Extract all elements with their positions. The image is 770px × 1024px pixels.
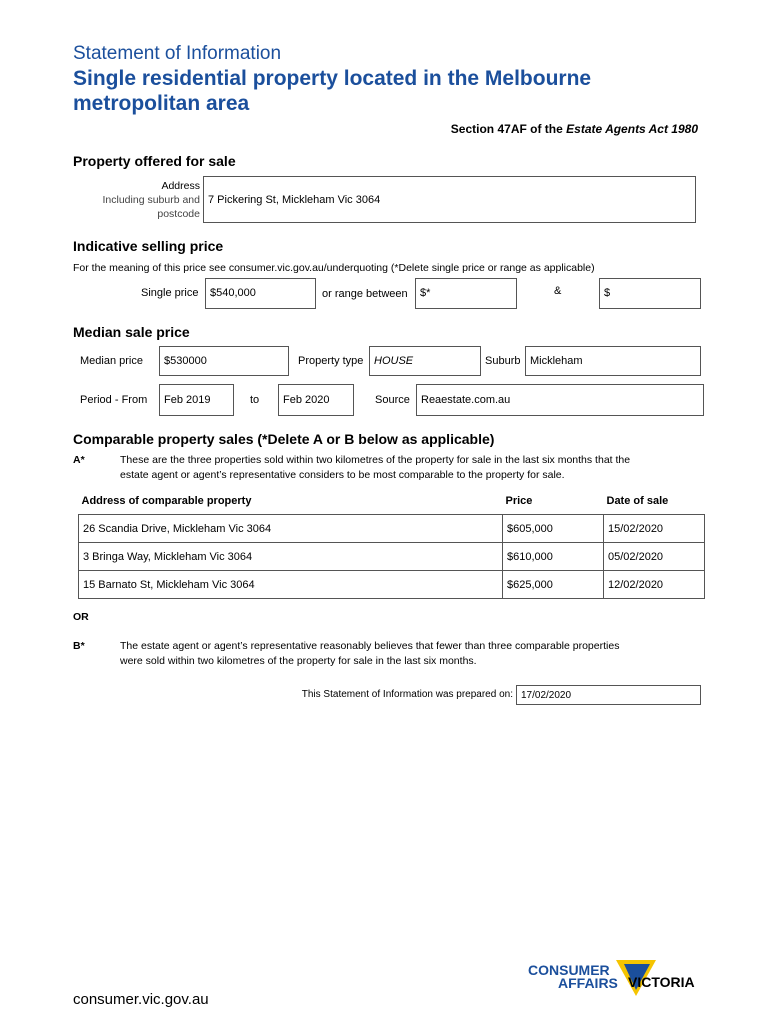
col-price-header: Price — [505, 495, 533, 507]
median-price-field[interactable] — [159, 346, 289, 376]
range-to-field[interactable] — [599, 278, 701, 309]
period-from-value: Feb 2019 — [164, 394, 211, 406]
col-date-header: Date of sale — [606, 495, 669, 507]
median-price-value: $530000 — [164, 355, 207, 367]
indicative-price-note: For the meaning of this price see consumer.vic.gov.au/underquoting (*Delete single price or range as applicable) — [73, 262, 595, 274]
period-from-label: Period - From — [80, 394, 148, 406]
period-to-value: Feb 2020 — [283, 394, 330, 406]
option-b-text — [120, 639, 619, 669]
option-b-line1: The estate agent or agent’s representative reasonably believes that fewer than three comparable properties — [120, 640, 620, 652]
address-label — [60, 179, 200, 221]
or-label: OR — [73, 611, 89, 623]
property-type-label: Property type — [298, 355, 364, 367]
indicative-price-heading: Indicative selling price — [73, 238, 224, 254]
comparable-price-2[interactable]: $610,000 — [503, 543, 604, 571]
single-price-field[interactable] — [205, 278, 316, 309]
page-title: Single residential property located in the Melbourne metropolitan area — [73, 67, 592, 115]
option-a-line2: estate agent or agent’s representative considers to be most comparable to the property for sale. — [120, 469, 565, 481]
comparable-table — [78, 492, 705, 599]
source-value: Reaestate.com.au — [421, 394, 511, 406]
table-header-row — [79, 492, 705, 515]
range-to-value: $ — [604, 287, 611, 299]
address-label-line2: Including suburb and — [102, 194, 200, 206]
prepared-on-label: This Statement of Information was prepared on: — [301, 689, 513, 700]
property-type-field[interactable] — [369, 346, 481, 376]
option-a-line1: These are the three properties sold within two kilometres of the property for sale in the last six months that the — [120, 454, 631, 466]
table-row — [79, 543, 705, 571]
address-label-line3: postcode — [157, 208, 200, 220]
comparable-date-3[interactable]: 12/02/2020 — [604, 571, 705, 599]
period-to-field[interactable] — [278, 384, 354, 416]
source-field[interactable] — [416, 384, 704, 416]
comparable-address-3[interactable]: 15 Barnato St, Mickleham Vic 3064 — [79, 571, 503, 599]
option-a-text — [120, 453, 630, 483]
document-type: Statement of Information — [73, 43, 282, 64]
suburb-value: Mickleham — [530, 355, 583, 367]
comparable-address-2[interactable]: 3 Bringa Way, Mickleham Vic 3064 — [79, 543, 503, 571]
range-ampersand: & — [554, 285, 562, 297]
address-label-line1: Address — [161, 180, 200, 192]
option-a-marker: A* — [73, 454, 85, 466]
property-type-value: HOUSE — [374, 355, 414, 367]
range-label: or range between — [322, 288, 408, 300]
median-price-label: Median price — [80, 355, 143, 367]
option-b-marker: B* — [73, 640, 85, 652]
source-label: Source — [375, 394, 410, 406]
logo-line-victoria: VICTORIA — [628, 974, 695, 990]
comparable-date-1[interactable]: 15/02/2020 — [604, 515, 705, 543]
table-row — [79, 571, 705, 599]
period-from-field[interactable] — [159, 384, 234, 416]
address-value: 7 Pickering St, Mickleham Vic 3064 — [208, 194, 381, 206]
range-from-value: $* — [420, 287, 431, 299]
section-prefix: Section 47AF of the — [450, 122, 567, 136]
footer-website[interactable]: consumer.vic.gov.au — [73, 991, 209, 1008]
col-address-header: Address of comparable property — [81, 495, 252, 507]
median-heading: Median sale price — [73, 324, 190, 340]
period-to-label: to — [250, 394, 260, 406]
logo-line-consumer: CONSUMER — [528, 962, 610, 978]
prepared-date-field[interactable] — [516, 685, 701, 705]
comparable-date-2[interactable]: 05/02/2020 — [604, 543, 705, 571]
consumer-affairs-victoria-logo — [528, 960, 703, 1000]
single-price-value: $540,000 — [210, 287, 256, 299]
single-price-label: Single price — [141, 287, 199, 299]
table-row — [79, 515, 705, 543]
comparable-price-3[interactable]: $625,000 — [503, 571, 604, 599]
property-offered-heading: Property offered for sale — [73, 153, 236, 169]
option-b-line2: were sold within two kilometres of the property for sale in the last six months. — [120, 655, 477, 667]
comparable-heading: Comparable property sales (*Delete A or B below as applicable) — [73, 431, 495, 447]
prepared-date-value: 17/02/2020 — [521, 689, 572, 701]
suburb-label: Suburb — [485, 355, 521, 367]
act-name: Estate Agents Act 1980 — [566, 122, 698, 136]
logo-line-affairs: AFFAIRS — [558, 975, 618, 991]
range-from-field[interactable] — [415, 278, 517, 309]
address-field[interactable] — [203, 176, 696, 223]
suburb-field[interactable] — [525, 346, 701, 376]
comparable-address-1[interactable]: 26 Scandia Drive, Mickleham Vic 3064 — [79, 515, 503, 543]
act-reference — [451, 122, 698, 136]
comparable-price-1[interactable]: $605,000 — [503, 515, 604, 543]
